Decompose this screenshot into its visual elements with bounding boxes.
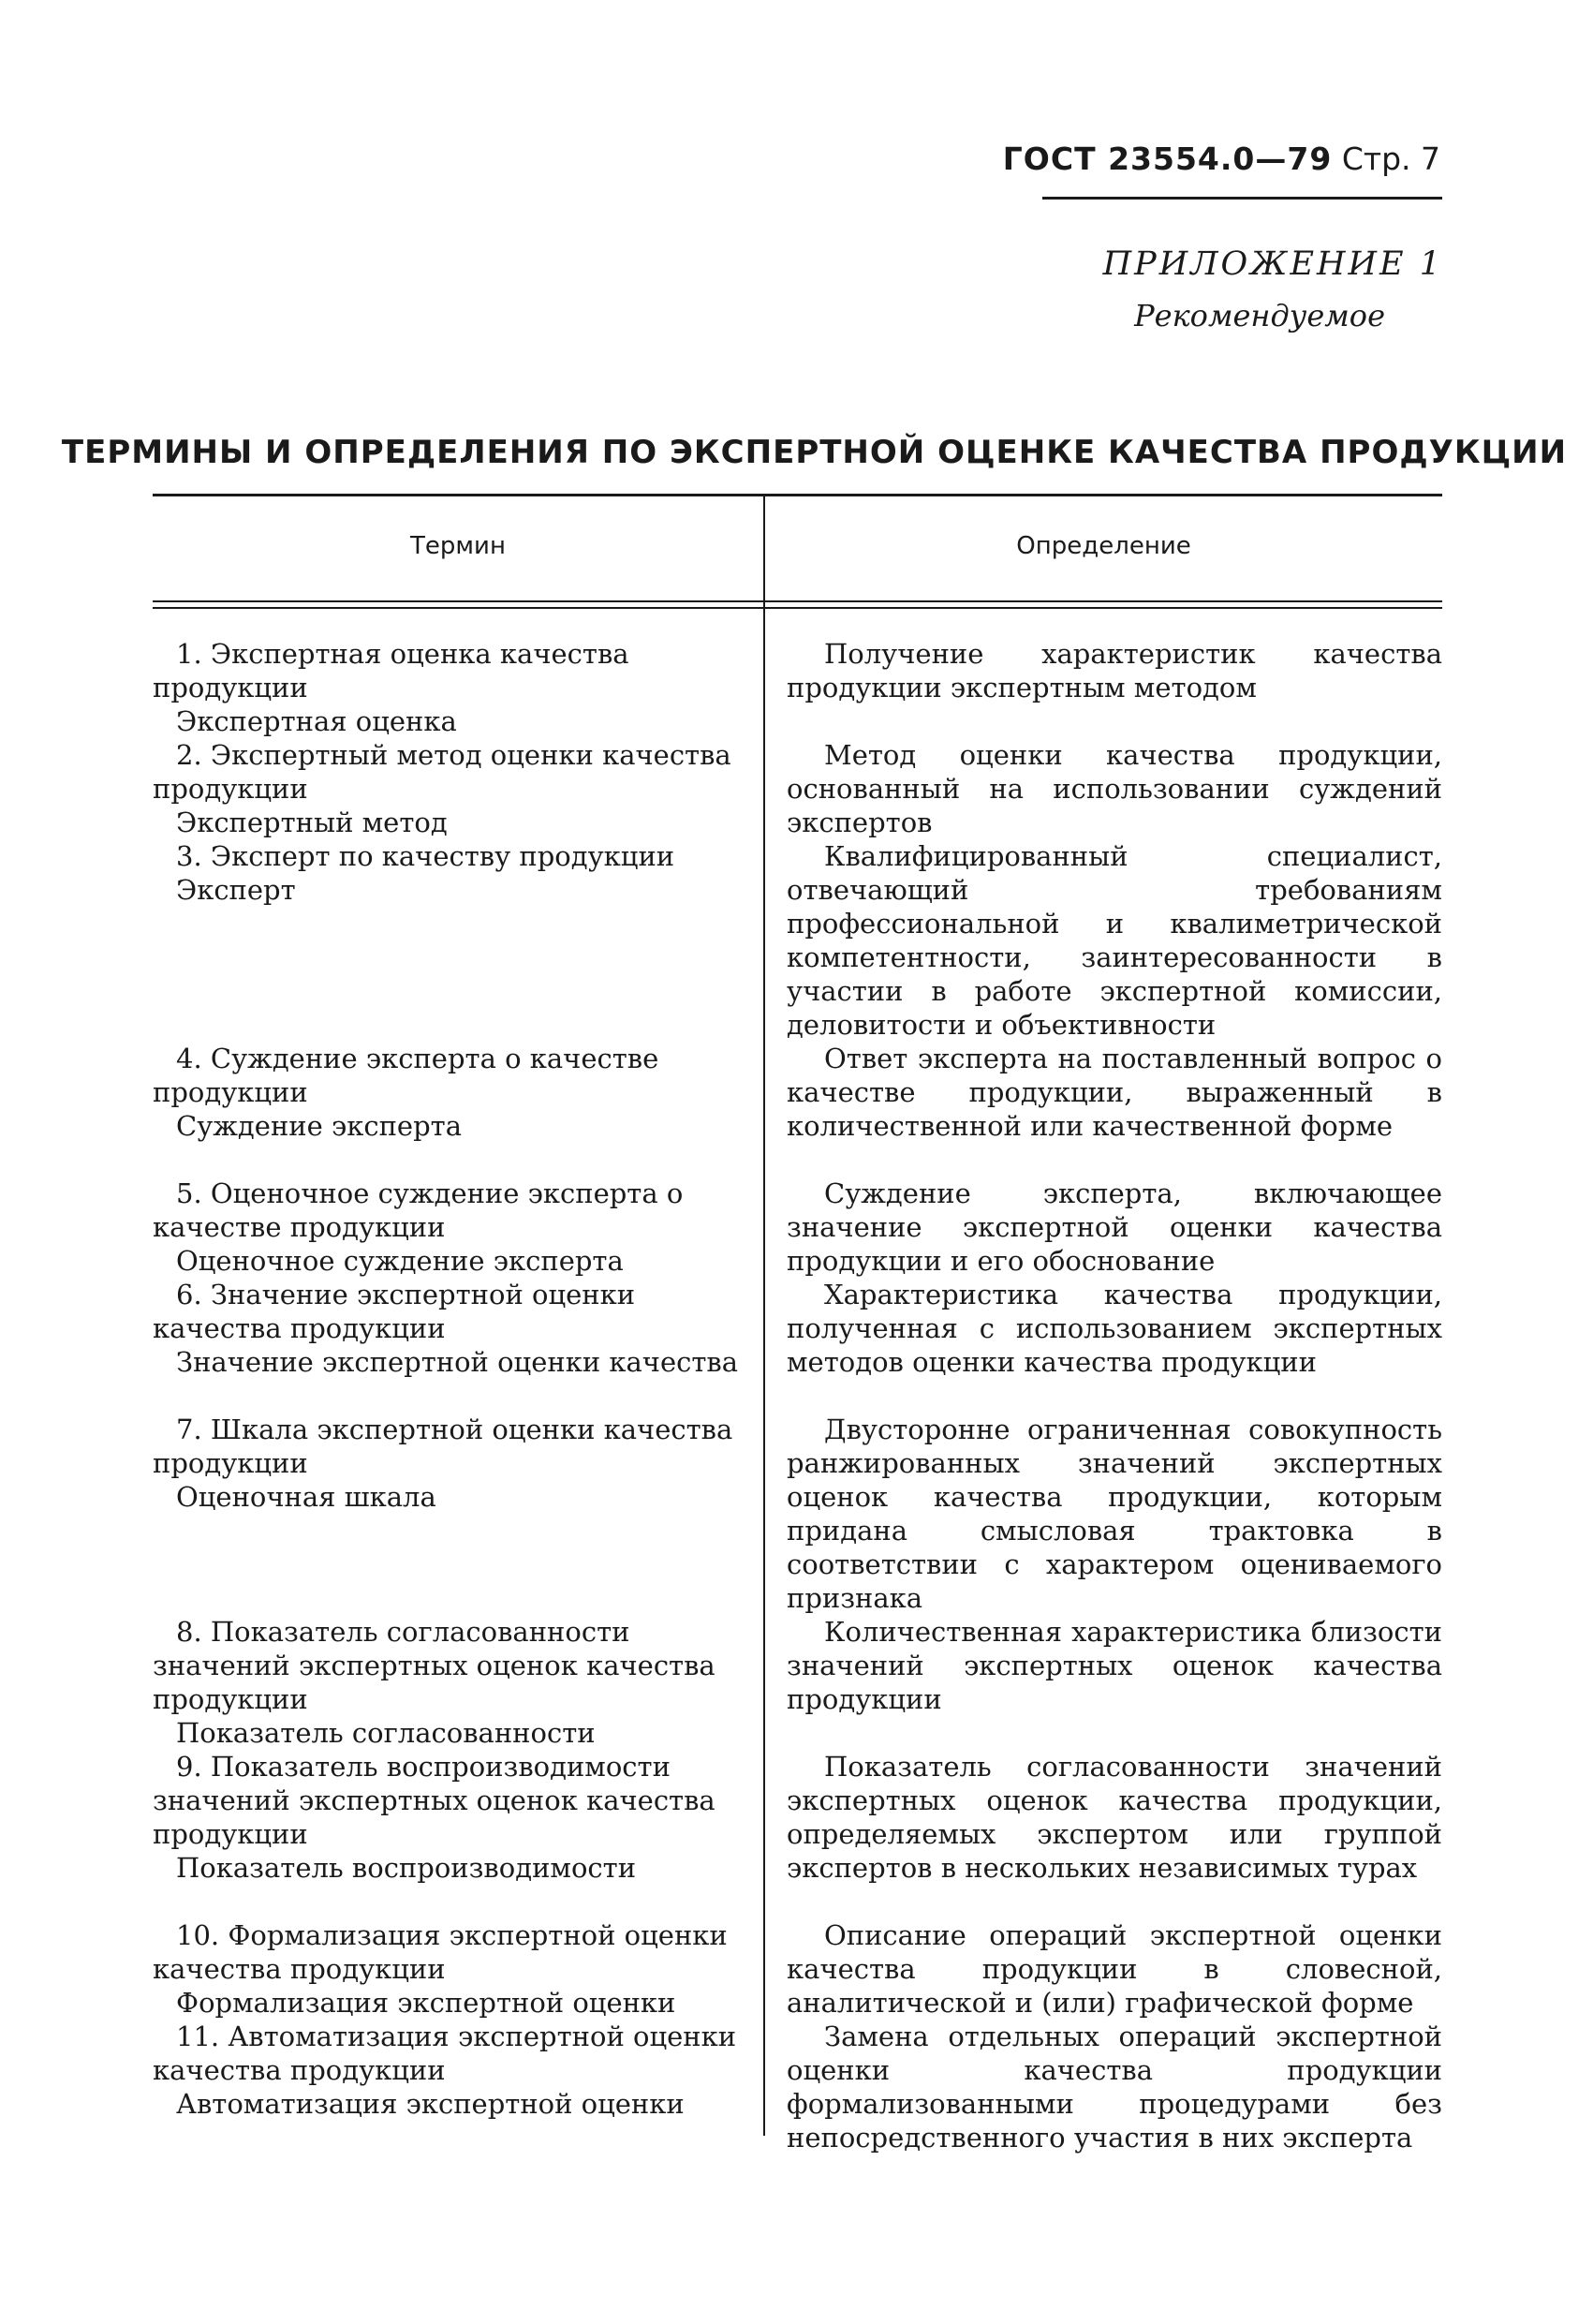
term-full: 8. Показатель согласованности значений экспертных оценок качества продукции <box>153 1616 715 1715</box>
column-divider <box>763 496 765 2136</box>
term-short: Формализация экспертной оценки <box>176 1987 676 2019</box>
term-short: Показатель воспроизводимости <box>176 1852 637 1884</box>
table-row-9-term <box>153 1750 743 1885</box>
term-full: 4. Суждение эксперта о качестве продукции <box>153 1043 659 1108</box>
table-row-11-term <box>153 2020 743 2121</box>
term-full: 3. Эксперт по качеству продукции <box>176 840 675 872</box>
table-row-2-term <box>153 738 743 839</box>
table-row-1-definition: Получение характеристик качества продукции экспертным методом <box>787 638 1442 703</box>
table-row-6-definition: Характеристика качества продукции, полученная с использованием экспертных методов оценки качества продукции <box>787 1279 1442 1378</box>
term-short: Значение экспертной оценки качества <box>176 1346 739 1378</box>
term-full: 11. Автоматизация экспертной оценки качества продукции <box>153 2021 737 2086</box>
document-title: ТЕРМИНЫ И ОПРЕДЕЛЕНИЯ ПО ЭКСПЕРТНОЙ ОЦЕНКЕ КАЧЕСТВА ПРОДУКЦИИ <box>61 434 1568 471</box>
standard-number: ГОСТ 23554.0—79 <box>1002 141 1333 177</box>
table-row-3-term <box>153 839 743 907</box>
table-row-9-definition: Показатель согласованности значений экспертных оценок качества продукции, определяемых экспертом или группой экспертов в нескольких независимых турах <box>787 1751 1442 1884</box>
term-short: Экспертный метод <box>176 807 448 838</box>
table-row-7-term <box>153 1413 743 1514</box>
term-full: 7. Шкала экспертной оценки качества продукции <box>153 1414 733 1479</box>
term-short: Оценочная шкала <box>176 1481 436 1513</box>
term-full: 2. Экспертный метод оценки качества продукции <box>153 739 731 805</box>
table-row-7-definition: Двусторонне ограниченная совокупность ранжированных значений экспертных оценок качества продукции, которым придана смысловая трактовка в соответствии с характером оцениваемого признака <box>787 1414 1442 1614</box>
term-short: Экспертная оценка <box>176 705 457 737</box>
table-row-6-term <box>153 1278 743 1379</box>
table-top-rule <box>153 494 1442 496</box>
appendix-status: Рекомендуемое <box>1134 298 1385 333</box>
term-short: Оценочное суждение эксперта <box>176 1245 624 1277</box>
page-number: Стр. 7 <box>1341 141 1440 177</box>
table-header-rule-double <box>153 607 1442 609</box>
table-row-10-term <box>153 1918 743 2020</box>
table-row-3-definition: Квалифицированный специалист, отвечающий требованиям профессиональной и квалиметрической компетентности, заинтересованности в участии в работе экспертной комиссии, деловитости и объективности <box>787 840 1442 1041</box>
term-full: 6. Значение экспертной оценки качества продукции <box>153 1279 636 1344</box>
term-short: Эксперт <box>176 874 296 906</box>
term-full: 1. Экспертная оценка качества продукции <box>153 638 629 703</box>
term-full: 5. Оценочное суждение эксперта о качестве продукции <box>153 1177 684 1243</box>
term-full: 9. Показатель воспроизводимости значений экспертных оценок качества продукции <box>153 1751 715 1850</box>
table-header-rule <box>153 600 1442 602</box>
appendix-title: ПРИЛОЖЕНИЕ 1 <box>1102 245 1443 283</box>
column-header-definition: Определение <box>1016 532 1191 560</box>
table-row-10-definition: Описание операций экспертной оценки качества продукции в словесной, аналитической и (или) графической форме <box>787 1919 1442 2019</box>
table-row-5-definition: Суждение эксперта, включающее значение экспертной оценки качества продукции и его обоснование <box>787 1177 1442 1277</box>
page-header <box>1003 141 1440 177</box>
table-row-1-term <box>153 637 743 738</box>
table-row-4-term <box>153 1042 743 1143</box>
table-row-5-term <box>153 1177 743 1278</box>
table-row-8-definition: Количественная характеристика близости значений экспертных оценок качества продукции <box>787 1616 1442 1715</box>
term-full: 10. Формализация экспертной оценки качества продукции <box>153 1919 728 1985</box>
header-rule <box>1042 197 1442 200</box>
table-row-8-term <box>153 1615 743 1750</box>
table-row-2-definition: Метод оценки качества продукции, основанный на использовании суждений экспертов <box>787 739 1442 838</box>
term-short: Автоматизация экспертной оценки <box>176 2088 685 2120</box>
column-header-term: Термин <box>410 532 506 560</box>
table-row-4-definition: Ответ эксперта на поставленный вопрос о качестве продукции, выраженный в количественной или качественной форме <box>787 1043 1442 1142</box>
term-short: Показатель согласованности <box>176 1717 596 1749</box>
table-row-11-definition: Замена отдельных операций экспертной оценки качества продукции формализованными процедурами без непосредственного участия в них эксперта <box>787 2021 1442 2154</box>
term-short: Суждение эксперта <box>176 1110 462 1142</box>
